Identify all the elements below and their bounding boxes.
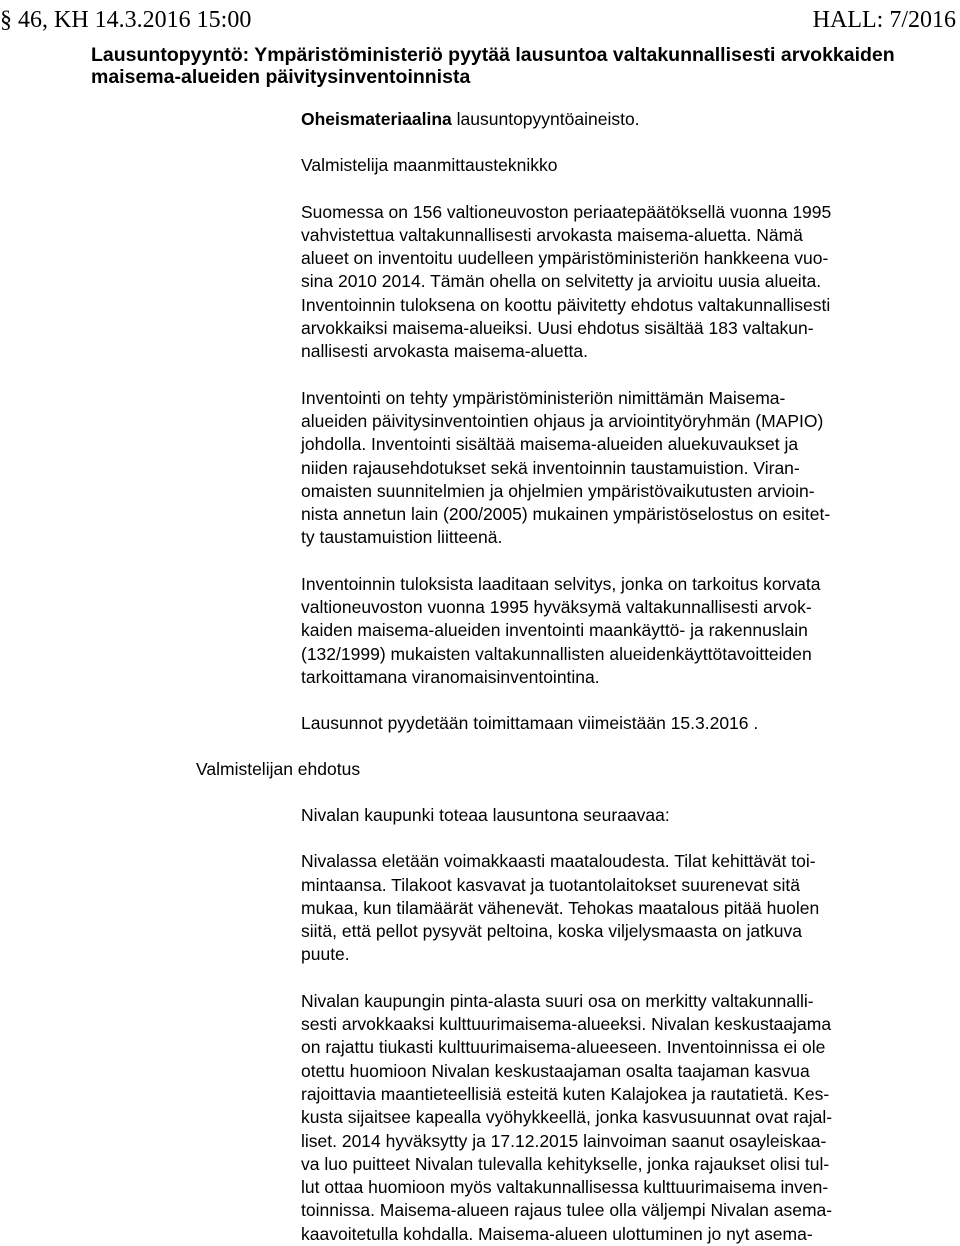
text-line: vahvistettua valtakunnallisesti arvokasta maisema-aluetta. Nämä	[301, 224, 803, 245]
text-line: ty taustamuistion liitteenä.	[301, 527, 503, 548]
text-line: Inventoinnin tuloksena on koottu päivitetty ehdotus valtakunnallisesti	[301, 294, 831, 315]
text-line: toinnissa. Maisema-alueen rajaus tulee olla väljempi Nivalan asema-	[301, 1200, 833, 1221]
text-line: arvokkaiksi maisema-alueiksi. Uusi ehdotus sisältää 183 valtakun-	[301, 318, 814, 339]
text-line: puute.	[301, 944, 350, 965]
text-line: valtioneuvoston vuonna 1995 hyväksymä valtakunnallisesti arvok-	[301, 597, 812, 618]
proposal-content	[301, 804, 941, 1246]
text-line: Lausunnot pyydetään toimittamaan viimeistään 15.3.2016 .	[301, 713, 759, 734]
text-line: rajoittavia maantieteellisiä esteitä kuten Kalajokea ja rautatietä. Kes-	[301, 1083, 830, 1104]
text-line: siitä, että pellot pysyvät peltoina, koska viljelysmaasta on jatkuva	[301, 921, 802, 942]
paragraph-2	[301, 387, 941, 550]
record-number: HALL: 7/2016	[812, 7, 956, 33]
proposal-paragraph-2	[301, 990, 941, 1246]
deadline-paragraph	[301, 712, 941, 735]
text-line: on rajattu tiukasti kulttuurimaisema-alueeseen. Inventoinnissa ei ole	[301, 1037, 826, 1058]
text-line: kaiden maisema-alueiden inventointi maankäyttö- ja rakennuslain	[301, 620, 808, 641]
document-title	[91, 44, 951, 88]
section-header: § 46, KH 14.3.2016 15:00	[0, 7, 252, 33]
text-line: liset. 2014 hyväksytty ja 17.12.2015 lainvoiman saanut osayleiskaa-	[301, 1130, 827, 1151]
text-line: sesti arvokkaaksi kulttuurimaisema-alueeksi. Nivalan keskustaajama	[301, 1014, 832, 1035]
text-line: mukaa, kun tilamäärät vähenevät. Tehokas maatalous pitää huolen	[301, 897, 820, 918]
title-line: maisema-alueiden päivitysinventoinnista	[91, 66, 471, 88]
text-line: kaavoitetulla kohdalla. Maisema-alueen ulottuminen jo nyt asema-	[301, 1223, 813, 1244]
text-line: nista annetun lain (200/2005) mukainen ympäristöselostus on esitet-	[301, 504, 831, 525]
text-line: (132/1999) mukaisten valtakunnallisten alueidenkäyttötavoitteiden	[301, 643, 812, 664]
text-line: Nivalan kaupungin pinta-alasta suuri osa on merkitty valtakunnalli-	[301, 990, 814, 1011]
attachment-bold: Oheismateriaalina	[301, 109, 452, 129]
text-line: otettu huomioon Nivalan keskustaajaman osalta taajaman kasvua	[301, 1060, 810, 1081]
text-line: alueiden päivitysinventointien ohjaus ja arviointityöryhmän (MAPIO)	[301, 410, 824, 431]
text-line: kusta sijaitsee kapealla vyöhykkeellä, jonka kasvusuunnat ovat rajal-	[301, 1107, 833, 1128]
text-line: Nivalassa eletään voimakkaasti maataloudesta. Tilat kehittävät toi-	[301, 851, 816, 872]
proposal-label: Valmistelijan ehdotus	[196, 759, 361, 779]
text-line: mintaansa. Tilakoot kasvavat ja tuotantolaitokset suurenevat sitä	[301, 874, 801, 895]
text-line: johdolla. Inventointi sisältää maisema-alueiden aluekuvaukset ja	[301, 434, 799, 455]
text-line: nallisesti arvokasta maisema-aluetta.	[301, 341, 588, 362]
text-line: sina 2010 2014. Tämän ohella on selvitetty ja arvioitu uusia alueita.	[301, 271, 822, 292]
proposal-paragraph-1	[301, 850, 941, 966]
text-line: Suomessa on 156 valtioneuvoston periaatepäätöksellä vuonna 1995	[301, 201, 832, 222]
text-line: Inventoinnin tuloksista laaditaan selvitys, jonka on tarkoitus korvata	[301, 573, 821, 594]
text-line: tarkoittamana viranomaisinventointina.	[301, 666, 600, 687]
preparer-line: Valmistelija maanmittausteknikko	[301, 155, 558, 176]
text-line: lut ottaa huomioon myös valtakunnallisessa kulttuurimaisema inven-	[301, 1177, 829, 1198]
text-line: Nivalan kaupunki toteaa lausuntona seuraavaa:	[301, 805, 670, 825]
attachment-rest: lausuntopyyntöaineisto.	[451, 109, 640, 129]
text-line: va luo puitteet Nivalan tulevalla kehitykselle, jonka rajaukset olisi tul-	[301, 1153, 830, 1174]
paragraph-3	[301, 573, 941, 689]
text-line: niiden rajausehdotukset sekä inventoinnin taustamuistion. Viran-	[301, 457, 800, 478]
text-line: omaisten suunnitelmien ja ohjelmien ympäristövaikutusten arvioin-	[301, 480, 815, 501]
text-line: Inventointi on tehty ympäristöministeriön nimittämän Maisema-	[301, 387, 786, 408]
proposal-intro	[301, 804, 941, 827]
text-line: alueet on inventoitu uudelleen ympäristöministeriön hankkeena vuo-	[301, 248, 829, 269]
title-line: Lausuntopyyntö: Ympäristöministeriö pyytää lausuntoa valtakunnallisesti arvokkaiden	[91, 44, 895, 66]
attachment-note	[301, 108, 941, 131]
main-content	[301, 108, 941, 736]
paragraph-1	[301, 201, 941, 364]
